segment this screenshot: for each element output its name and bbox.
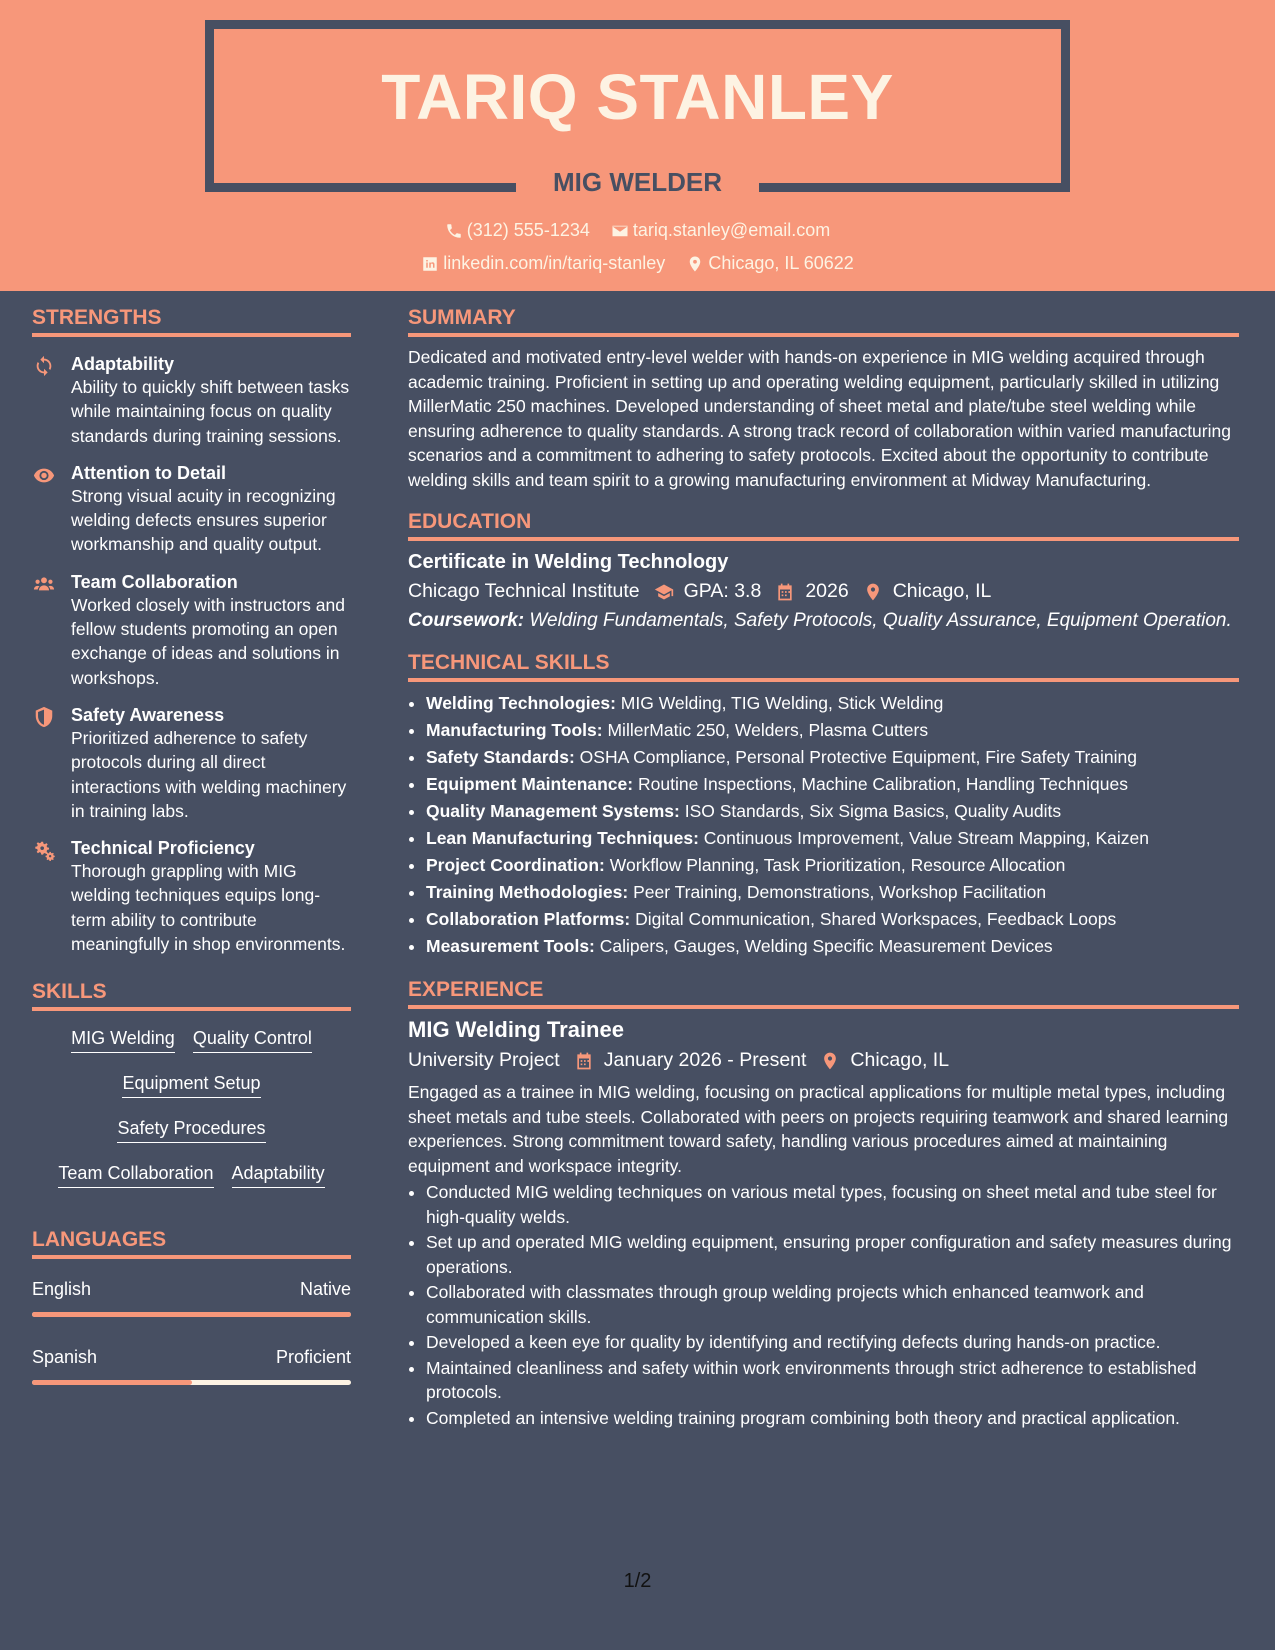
strength-title: Attention to Detail — [71, 462, 226, 483]
list-item: • Equipment Maintenance: Routine Inspections, Machine Calibration, Handling Techniques — [426, 771, 1239, 798]
list-item: • Welding Technologies: MIG Welding, TIG Welding, Stick Welding — [426, 690, 1239, 717]
list-item: • Lean Manufacturing Techniques: Continuous Improvement, Value Stream Mapping, Kaizen — [426, 825, 1239, 852]
experience-meta — [408, 1049, 1239, 1072]
language-item — [32, 1347, 351, 1385]
strength-title: Safety Awareness — [71, 704, 225, 725]
summary-title: SUMMARY — [408, 306, 1239, 337]
location-text: Chicago, IL 60622 — [708, 253, 854, 273]
right-column — [408, 306, 1239, 1431]
linkedin-text: linkedin.com/in/tariq-stanley — [443, 253, 666, 273]
education-school: Chicago Technical Institute — [408, 580, 640, 602]
language-item — [32, 1279, 351, 1317]
contact-location — [686, 253, 853, 274]
phone-icon — [445, 222, 463, 240]
resume-header — [0, 0, 1275, 291]
skill-tag: Team Collaboration — [58, 1162, 213, 1188]
gears-icon — [33, 839, 55, 861]
skill-tag: Safety Procedures — [117, 1117, 265, 1143]
contact-phone[interactable] — [445, 220, 590, 241]
skill-tag: Adaptability — [232, 1162, 325, 1188]
map-pin-icon — [863, 582, 883, 602]
list-item: • Quality Management Systems: ISO Standards, Six Sigma Basics, Quality Audits — [426, 798, 1239, 825]
list-item: • Conducted MIG welding techniques on various metal types, focusing on sheet metal and tube steel for high-quality welds. — [426, 1180, 1239, 1229]
strength-text: Ability to quickly shift between tasks while maintaining focus on quality standards during training sessions. — [71, 377, 350, 446]
technical-skills-title: TECHNICAL SKILLS — [408, 651, 1239, 682]
language-bar — [32, 1312, 351, 1317]
coursework-text: Welding Fundamentals, Safety Protocols, Quality Assurance, Equipment Operation. — [529, 610, 1232, 631]
eye-icon — [33, 464, 55, 486]
skills-list — [32, 1027, 351, 1188]
education-coursework — [408, 609, 1239, 633]
map-pin-icon — [686, 255, 704, 273]
header-frame-line-left — [205, 183, 516, 192]
calendar-icon — [574, 1051, 594, 1071]
contact-row-1 — [0, 220, 1275, 245]
left-column — [32, 306, 351, 1385]
strength-text: Worked closely with instructors and fellow students promoting an open exchange of ideas and solutions in workshops. — [71, 594, 345, 688]
language-bar-fill — [32, 1380, 192, 1385]
users-icon — [33, 573, 55, 595]
strength-text: Strong visual acuity in recognizing welding defects ensures superior workmanship and quality output. — [71, 485, 336, 555]
experience-dates: January 2026 - Present — [603, 1049, 807, 1071]
list-item: • Training Methodologies: Peer Training, Demonstrations, Workshop Facilitation — [426, 879, 1239, 906]
education-meta — [408, 580, 1239, 603]
experience-location: Chicago, IL — [850, 1049, 950, 1071]
list-item: • Developed a keen eye for quality by identifying and rectifying defects during hands-on practice. — [426, 1330, 1239, 1355]
strength-item — [32, 571, 351, 690]
skill-tag: Quality Control — [193, 1027, 312, 1053]
education-degree: Certificate in Welding Technology — [408, 551, 729, 573]
experience-description: Engaged as a trainee in MIG welding, focusing on practical applications for multiple metal types, including sheet metals and tube steels. Collaborated with peers on projects requiring teamwork and shared learning experiences. Strong commitment toward safety, handling various procedures aimed at maintaining equipment and workspace integrity. — [408, 1082, 1229, 1176]
phone-text: (312) 555-1234 — [466, 220, 590, 240]
skill-tag: Equipment Setup — [122, 1072, 260, 1098]
contact-row-2 — [0, 253, 1275, 278]
strength-text: Thorough grappling with MIG welding techniques equips long-term ability to contribute meaningfully in shop environments. — [71, 861, 346, 955]
sync-icon — [33, 355, 55, 377]
skills-title: SKILLS — [32, 980, 351, 1011]
strength-item — [32, 837, 351, 956]
strength-item — [32, 462, 351, 557]
languages-title: LANGUAGES — [32, 1228, 351, 1259]
experience-title: EXPERIENCE — [408, 978, 1239, 1009]
graduation-cap-icon — [654, 582, 674, 602]
language-name: Spanish — [32, 1347, 98, 1368]
calendar-icon — [775, 582, 795, 602]
strength-title: Adaptability — [71, 354, 175, 374]
experience-org: University Project — [408, 1049, 560, 1071]
strengths-title: STRENGTHS — [32, 306, 351, 337]
shield-icon — [33, 706, 55, 728]
contact-email[interactable] — [611, 220, 830, 241]
language-name: English — [32, 1279, 92, 1300]
list-item: • Collaboration Platforms: Digital Communication, Shared Workspaces, Feedback Loops — [426, 906, 1239, 933]
coursework-label: Coursework: — [408, 610, 525, 631]
candidate-name: TARIQ STANLEY — [381, 61, 894, 133]
strength-title: Technical Proficiency — [71, 838, 255, 859]
education-title: EDUCATION — [408, 510, 1239, 541]
experience-bullets — [408, 1180, 1239, 1430]
page-number: 1/2 — [623, 1570, 652, 1592]
map-pin-icon — [820, 1051, 840, 1071]
contact-linkedin[interactable] — [421, 253, 665, 274]
strength-item — [32, 704, 351, 823]
email-text: tariq.stanley@email.com — [632, 220, 831, 240]
envelope-icon — [611, 222, 629, 240]
summary-text: Dedicated and motivated entry-level welder with hands-on experience in MIG welding acquired through academic training. Proficient in setting up and operating welding equipment, particularly skilled in utilizing MillerMatic 250 machines. Developed understanding of sheet metal and plate/tube steel welding while ensuring adherence to quality standards. A strong track record of collaboration within varied manufacturing scenarios and a commitment to adhering to safety protocols. Excited about the opportunity to contribute welding skills and team spirit to a growing manufacturing environment at Midway Manufacturing. — [408, 347, 1231, 490]
technical-skills-list — [408, 690, 1239, 960]
list-item: • Project Coordination: Workflow Planning, Task Prioritization, Resource Allocation — [426, 852, 1239, 879]
language-bar-fill — [32, 1312, 351, 1317]
list-item: • Manufacturing Tools: MillerMatic 250, Welders, Plasma Cutters — [426, 717, 1239, 744]
language-level: Native — [299, 1279, 351, 1300]
strength-item — [32, 353, 351, 448]
list-item: • Completed an intensive welding training program combining both theory and practical application. — [426, 1406, 1239, 1431]
list-item: • Collaborated with classmates through group welding projects which enhanced teamwork and communication skills. — [426, 1280, 1239, 1329]
candidate-role: MIG WELDER — [553, 167, 722, 197]
header-frame-line-right — [759, 183, 1070, 192]
linkedin-icon — [421, 255, 439, 273]
list-item: • Set up and operated MIG welding equipment, ensuring proper configuration and safety measures during operations. — [426, 1230, 1239, 1279]
education-location: Chicago, IL — [892, 580, 992, 602]
skill-tag: MIG Welding — [71, 1027, 175, 1053]
education-year: 2026 — [805, 580, 849, 602]
list-item: • Safety Standards: OSHA Compliance, Personal Protective Equipment, Fire Safety Training — [426, 744, 1239, 771]
language-level: Proficient — [275, 1347, 351, 1368]
language-bar — [32, 1380, 351, 1385]
strength-text: Prioritized adherence to safety protocols during all direct interactions with welding machinery in training labs. — [71, 727, 347, 821]
strength-title: Team Collaboration — [71, 571, 238, 592]
education-gpa: GPA: 3.8 — [683, 580, 762, 602]
list-item: • Maintained cleanliness and safety within work environments through strict adherence to established protocols. — [426, 1356, 1239, 1405]
job-title: MIG Welding Trainee — [408, 1017, 624, 1042]
list-item: • Measurement Tools: Calipers, Gauges, Welding Specific Measurement Devices — [426, 933, 1239, 960]
